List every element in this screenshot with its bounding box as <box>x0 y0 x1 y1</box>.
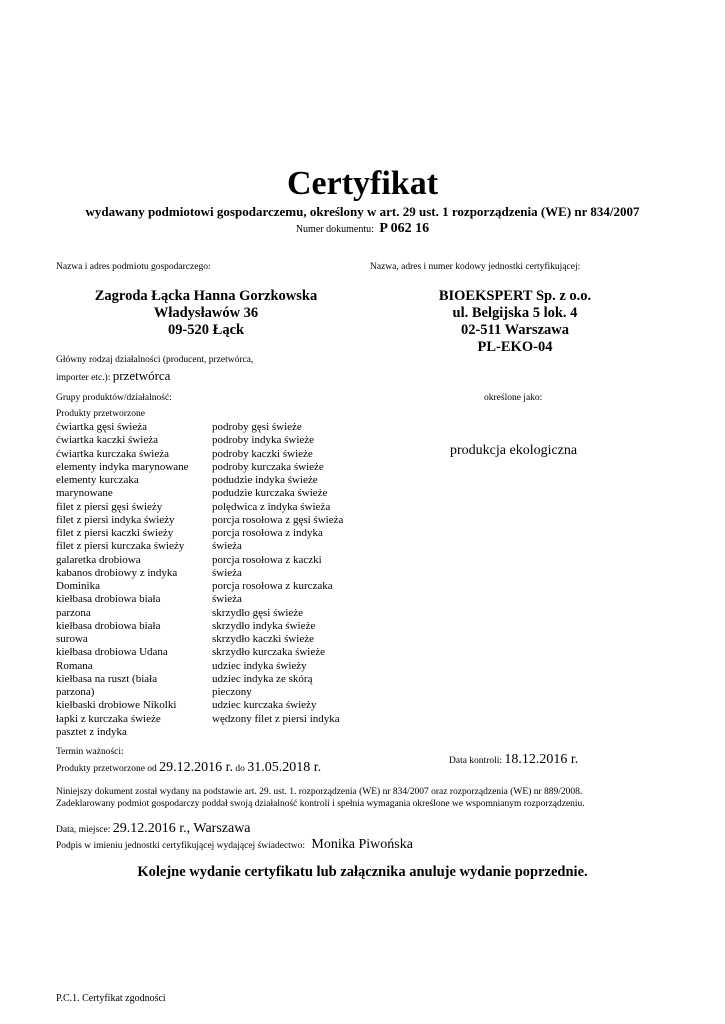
certificate-title: Certyfikat <box>286 165 439 202</box>
product-item: podroby gęsi świeże <box>212 421 302 433</box>
product-item: parzona <box>56 606 91 619</box>
product-item: skrzydło kaczki świeże <box>212 633 315 645</box>
operator-block <box>56 288 356 339</box>
operator-city: 09-520 Łąck <box>167 322 245 338</box>
product-item: świeża <box>212 593 242 606</box>
activity-label-line1: Główny rodzaj działalności (producent, przetwórca, <box>56 355 254 365</box>
product-item: podroby kurczaka świeże <box>212 460 324 473</box>
certifier-street: ul. Belgijska 5 lok. 4 <box>452 305 578 321</box>
activity-value: przetwórca <box>112 368 171 383</box>
defined-as-label: określone jako: <box>484 393 543 403</box>
product-item: świeża <box>212 540 242 553</box>
date-place: 29.12.2016 r., Warszawa <box>112 821 251 836</box>
activity-label: importer etc.): <box>56 373 111 383</box>
product-item: podroby kaczki świeże <box>212 447 313 460</box>
legal-basis <box>56 786 585 810</box>
products-column-1 <box>56 421 189 739</box>
footer-text: P.C.1. Certyfikat zgodności <box>56 993 166 1004</box>
product-item: porcja rosołowa z kaczki <box>212 553 322 566</box>
signed-by: Monika Piwońska <box>311 837 413 852</box>
product-item: kiełbaski drobiowe Nikolki <box>56 699 177 712</box>
certifier-block <box>365 288 665 356</box>
product-item: świeża <box>212 566 242 579</box>
validity-line <box>56 759 321 778</box>
product-item: kiełbasa drobiowa biała <box>56 619 161 632</box>
product-item: Romana <box>56 659 93 672</box>
product-item: kiełbasa drobiowa biała <box>56 593 161 606</box>
product-item: ćwiartka kaczki świeża <box>56 434 158 447</box>
product-item: elementy kurczaka <box>56 474 139 486</box>
product-item: porcja rosołowa z kurczaka <box>212 580 333 592</box>
signed-by-label: Podpis w imieniu jednostki certyfikującej wydającej świadectwo: <box>56 841 306 851</box>
product-item: parzona) <box>56 686 95 698</box>
product-item: skrzydło gęsi świeże <box>212 606 304 619</box>
product-item: porcja rosołowa z gęsi świeża <box>212 513 344 526</box>
product-item: skrzydło kurczaka świeże <box>212 646 326 659</box>
reissue-notice: Kolejne wydanie certyfikatu lub załącznika anuluje wydanie poprzednie. <box>137 864 588 880</box>
validity-to: 31.05.2018 r. <box>247 760 322 775</box>
product-item: surowa <box>56 633 88 645</box>
certificate-subtitle: wydawany podmiotowi gospodarczemu, określony w art. 29 ust. 1 rozporządzenia (WE) nr 834/2007 <box>85 204 640 219</box>
legal-line-1: Niniejszy dokument został wydany na podstawie art. 29. ust. 1. rozporządzenia (WE) nr 834/2007 oraz rozporządzenia (WE) nr 889/2008. <box>56 787 583 797</box>
product-item: podudzie indyka świeże <box>212 474 318 486</box>
product-item: elementy indyka marynowane <box>56 460 189 473</box>
product-item: udziec indyka ze skórą <box>212 672 313 685</box>
product-item: podroby indyka świeże <box>212 434 315 447</box>
product-item: filet z piersi kurczaka świeży <box>56 540 185 553</box>
product-item: podudzie kurczaka świeże <box>212 487 328 500</box>
product-item: Dominika <box>56 580 100 592</box>
document-number-line <box>0 220 725 239</box>
processed-products-heading: Produkty przetworzone <box>56 409 145 419</box>
product-item: ćwiartka gęsi świeża <box>56 421 148 433</box>
production-method: produkcja ekologiczna <box>450 443 578 458</box>
product-item: polędwica z indyka świeża <box>212 500 331 513</box>
product-item: udziec indyka świeży <box>212 659 307 672</box>
product-item: łapki z kurczaka świeże <box>56 712 161 725</box>
certifier-name: BIOEKSPERT Sp. z o.o. <box>438 288 592 304</box>
product-item: pieczony <box>212 686 252 698</box>
validity-to-label: do <box>235 764 245 774</box>
product-item: filet z piersi kaczki świeży <box>56 527 174 539</box>
operator-street: Władysławów 36 <box>153 305 259 321</box>
legal-line-2: Zadeklarowany podmiot gospodarczy poddał swoją działalność kontroli i spełnia wymagania określone we wspomnianym rozporządzeniu. <box>56 799 585 809</box>
validity-label: Termin ważności: <box>56 747 124 757</box>
products-column-2 <box>212 421 343 726</box>
product-item: kabanos drobiowy z indyka <box>56 566 178 579</box>
product-item: pasztet z indyka <box>56 725 127 738</box>
document-number-label: Numer dokumentu: <box>295 224 374 235</box>
product-item: udziec kurczaka świeży <box>212 699 317 712</box>
product-item: wędzony filet z piersi indyka <box>212 712 340 725</box>
product-item: skrzydło indyka świeże <box>212 619 316 632</box>
date-place-label: Data, miejsce: <box>56 825 111 835</box>
operator-name: Zagroda Łącka Hanna Gorzkowska <box>94 288 318 304</box>
control-date: 18.12.2016 r. <box>504 752 579 767</box>
product-item: kiełbasa na ruszt (biała <box>56 672 158 685</box>
validity-prefix: Produkty przetworzone od <box>56 764 157 774</box>
operator-label: Nazwa i adres podmiotu gospodarczego: <box>56 262 211 272</box>
product-item: kiełbasa drobiowa Udana <box>56 646 168 659</box>
signature-line <box>56 836 413 855</box>
product-item: filet z piersi gęsi świeży <box>56 500 163 513</box>
product-item: filet z piersi indyka świeży <box>56 513 175 526</box>
activity-label-line2 <box>56 368 316 386</box>
product-groups-label: Grupy produktów/działalność: <box>56 393 172 403</box>
validity-from: 29.12.2016 r. <box>159 760 234 775</box>
certifier-city: 02-511 Warszawa <box>460 322 570 338</box>
activity-section <box>56 352 316 386</box>
control-date-label: Data kontroli: <box>449 756 503 766</box>
document-number: P 062 16 <box>379 221 430 236</box>
product-item: ćwiartka kurczaka świeża <box>56 447 169 460</box>
certifier-code: PL-EKO-04 <box>477 339 553 355</box>
product-item: porcja rosołowa z indyka <box>212 527 323 539</box>
control-date-line <box>449 751 578 770</box>
certifier-label: Nazwa, adres i numer kodowy jednostki certyfikującej: <box>370 262 581 272</box>
product-item: galaretka drobiowa <box>56 553 141 566</box>
product-item: marynowane <box>56 487 113 500</box>
